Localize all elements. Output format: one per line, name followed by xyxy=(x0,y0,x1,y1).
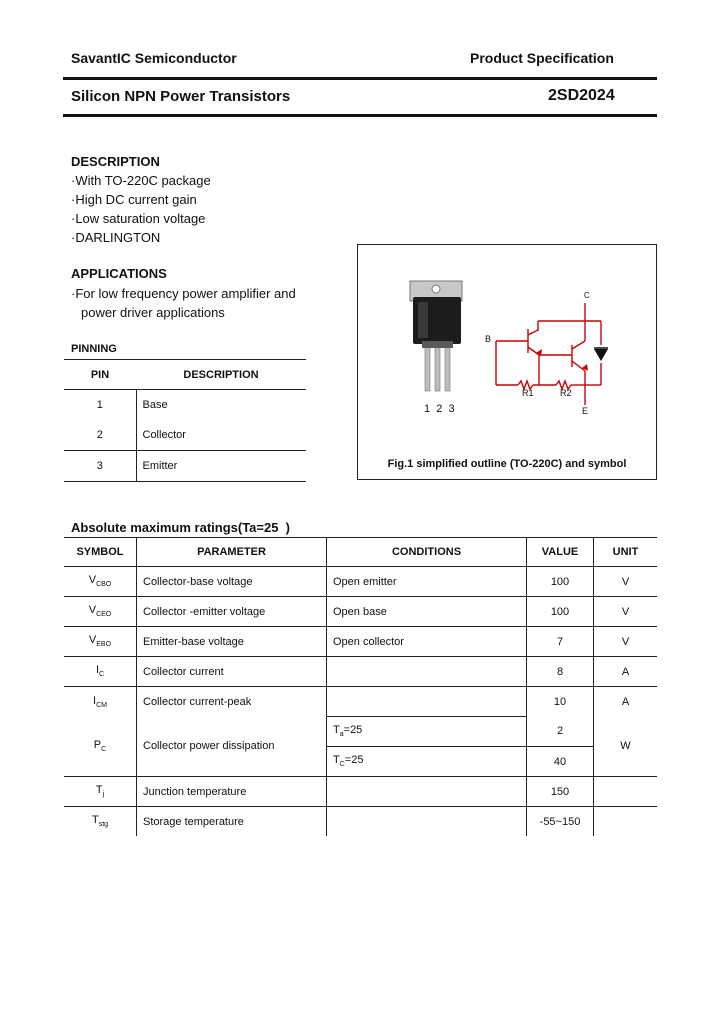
pin-desc: Base xyxy=(136,390,306,421)
description-item: ·DARLINGTON xyxy=(71,230,161,245)
description-item: ·High DC current gain xyxy=(71,192,197,207)
value-cell: 150 xyxy=(527,777,594,807)
description-title: DESCRIPTION xyxy=(71,154,160,169)
table-row xyxy=(64,567,657,597)
param-cell: Collector power dissipation xyxy=(137,717,327,777)
pin-row xyxy=(64,420,306,451)
pin-number: 3 xyxy=(64,451,136,482)
label-b: B xyxy=(485,334,492,344)
cond-cell: Open base xyxy=(327,597,527,627)
param-cell: Collector current xyxy=(137,657,327,687)
param-cell: Storage temperature xyxy=(137,807,327,837)
param-cell: Junction temperature xyxy=(137,777,327,807)
darlington-symbol xyxy=(496,303,601,405)
table-row xyxy=(64,627,657,657)
unit-cell: A xyxy=(594,657,658,687)
pin-numbers-label: 1 2 3 xyxy=(424,403,455,415)
applications-line-2: power driver applications xyxy=(81,305,225,320)
cond-cell xyxy=(327,807,527,837)
applications-line-1: ·For low frequency power amplifier and xyxy=(71,286,296,301)
product-line: Silicon NPN Power Transistors xyxy=(71,88,291,105)
symbol-cell: $I_C$ xyxy=(64,657,137,687)
cond-cell xyxy=(327,687,527,717)
unit-cell xyxy=(594,807,658,837)
conditions-header: CONDITIONS xyxy=(327,538,527,567)
symbol-cell: $T_{stg}$ xyxy=(91,814,109,829)
parameter-header: PARAMETER xyxy=(137,538,327,567)
spec-label: Product Specification xyxy=(470,50,614,66)
unit-cell: V xyxy=(594,567,658,597)
table-row xyxy=(64,777,657,807)
symbol-header: SYMBOL xyxy=(64,538,137,567)
table-row xyxy=(64,687,657,717)
header-rule-top xyxy=(63,77,657,80)
value-cell: 100 xyxy=(527,597,594,627)
description-item: ·With TO-220C package xyxy=(71,173,211,188)
table-row xyxy=(64,597,657,627)
value-cell: 100 xyxy=(527,567,594,597)
symbol-cell: $I_{CM}$ xyxy=(93,694,107,709)
cond-cell xyxy=(327,777,527,807)
description-item: ·Low saturation voltage xyxy=(71,211,206,226)
label-e: E xyxy=(582,406,589,416)
unit-cell: A xyxy=(594,687,658,717)
symbol-cell: $V_{CBO}$ xyxy=(64,567,137,597)
company-name: SavantIC Semiconductor xyxy=(71,50,237,66)
cond-cell: Open collector xyxy=(327,627,527,657)
unit-cell xyxy=(594,777,658,807)
pin-description-header: DESCRIPTION xyxy=(136,360,306,390)
header-rule-bottom xyxy=(63,114,657,117)
pin-number: 1 xyxy=(96,399,103,411)
cond-cell: $T_C=25$ xyxy=(327,747,527,777)
ratings-table xyxy=(64,537,657,836)
value-cell: 2 xyxy=(527,717,594,747)
symbol-cell: $P_C$ xyxy=(64,717,137,777)
symbol-cell: $T_j$ xyxy=(64,777,137,807)
value-cell: 40 xyxy=(527,747,594,777)
description-list xyxy=(71,171,211,247)
value-cell: 10 xyxy=(527,687,594,717)
unit-cell: W xyxy=(594,717,658,777)
value-cell: -55~150 xyxy=(527,807,594,837)
pin-desc: Emitter xyxy=(136,451,306,482)
diode-triangle xyxy=(594,349,608,361)
value-cell: 7 xyxy=(527,627,594,657)
cond-cell xyxy=(327,657,527,687)
unit-cell: V xyxy=(594,627,658,657)
unit-header: UNIT xyxy=(594,538,658,567)
label-r1: R1 xyxy=(522,388,534,398)
param-cell: Collector -emitter voltage xyxy=(137,597,327,627)
pinning-title: PINNING xyxy=(71,343,117,355)
param-cell: Collector-base voltage xyxy=(137,567,327,597)
param-cell: Emitter-base voltage xyxy=(137,627,327,657)
ratings-title: Absolute maximum ratings(Ta=25 ) xyxy=(71,520,291,535)
table-row xyxy=(64,717,657,747)
pin-desc: Collector xyxy=(136,420,306,451)
param-cell: Collector current-peak xyxy=(137,687,327,717)
table-row xyxy=(64,807,657,837)
pin-header: PIN xyxy=(64,360,136,390)
symbol-cell: $V_{EBO}$ xyxy=(64,627,137,657)
figure-box xyxy=(357,244,657,480)
unit-cell: V xyxy=(594,597,658,627)
cond-cell: Open emitter xyxy=(327,567,527,597)
package-and-symbol-drawing xyxy=(358,245,656,479)
table-row xyxy=(64,657,657,687)
pin-row xyxy=(64,390,306,421)
pin-row xyxy=(64,451,306,482)
value-header: VALUE xyxy=(527,538,594,567)
to220-package-image xyxy=(410,281,462,391)
label-r2: R2 xyxy=(560,388,572,398)
pin-number: 2 xyxy=(96,429,103,441)
value-cell: 8 xyxy=(527,657,594,687)
applications-title: APPLICATIONS xyxy=(71,266,167,281)
pinning-table xyxy=(64,359,306,482)
cond-cell: $T_a=25$ xyxy=(327,717,527,747)
symbol-cell: $V_{CEO}$ xyxy=(64,597,137,627)
label-c: C xyxy=(584,291,590,300)
figure-caption: Fig.1 simplified outline (TO-220C) and symbol xyxy=(387,458,627,470)
part-number: 2SD2024 xyxy=(548,87,615,104)
